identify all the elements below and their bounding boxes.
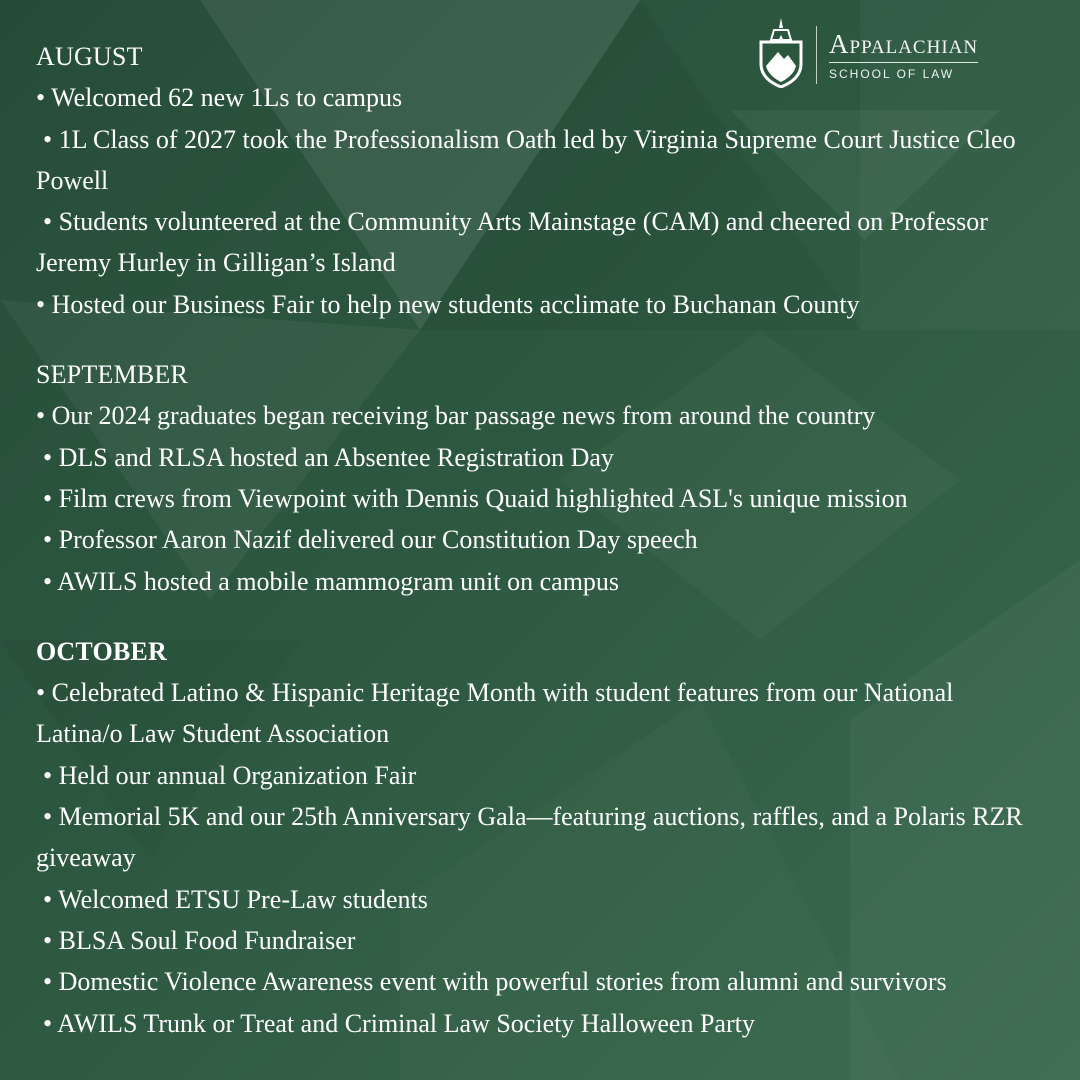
list-item: • Welcomed 62 new 1Ls to campus [36, 83, 403, 113]
list-item: • Film crews from Viewpoint with Dennis Quaid highlighted ASL's unique mission [43, 483, 908, 513]
logo-divider [816, 26, 817, 84]
section-september [36, 354, 1046, 602]
list-item: • 1L Class of 2027 took the Professionalism Oath led by Virginia Supreme Court Justice Cleo Powell [36, 124, 1016, 195]
list-item: • Our 2024 graduates began receiving bar passage news from around the country [36, 401, 876, 431]
school-logo [756, 16, 978, 93]
month-heading-august: AUGUST [36, 42, 143, 71]
list-item: • AWILS Trunk or Treat and Criminal Law Society Halloween Party [43, 1008, 755, 1038]
logo-text [829, 29, 978, 81]
month-heading-october: OCTOBER [36, 636, 167, 666]
timeline-content [36, 36, 1046, 1073]
list-item: • Students volunteered at the Community Arts Mainstage (CAM) and cheered on Professor Jeremy Hurley in Gilligan’s Island [36, 207, 988, 278]
list-item: • Professor Aaron Nazif delivered our Constitution Day speech [43, 525, 698, 555]
list-item: • Memorial 5K and our 25th Anniversary Gala—featuring auctions, raffles, and a Polaris RZR giveaway [36, 802, 1023, 873]
month-heading-september: SEPTEMBER [36, 360, 189, 390]
section-october [36, 631, 1046, 1044]
list-item: • BLSA Soul Food Fundraiser [43, 925, 356, 955]
logo-subtitle: SCHOOL OF LAW [829, 66, 955, 81]
list-item: • Domestic Violence Awareness event with powerful stories from alumni and survivors [43, 967, 947, 997]
logo-name: Appalachian [829, 29, 978, 63]
list-item: • AWILS hosted a mobile mammogram unit on campus [43, 566, 620, 596]
list-item: • Welcomed ETSU Pre-Law students [43, 884, 428, 914]
list-item: • Held our annual Organization Fair [43, 760, 417, 790]
list-item: • Celebrated Latino & Hispanic Heritage Month with student features from our National Latina/o Law Student Association [36, 678, 954, 749]
list-item: • Hosted our Business Fair to help new students acclimate to Buchanan County [36, 289, 860, 319]
shield-crest-icon [756, 16, 806, 93]
list-item: • DLS and RLSA hosted an Absentee Registration Day [43, 442, 614, 472]
